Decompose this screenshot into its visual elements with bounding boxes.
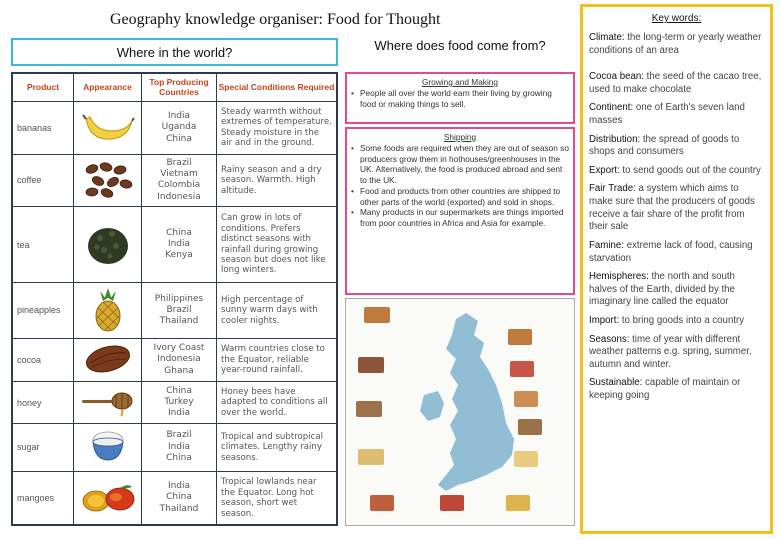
key-definition: extreme lack of food, causing starvation bbox=[589, 239, 753, 264]
key-term: Famine: bbox=[589, 239, 624, 251]
key-definition: time of year with different weather patterns e.g. spring, summer, autumn and winter. bbox=[589, 333, 752, 370]
key-word-item bbox=[589, 71, 764, 96]
key-word-item bbox=[589, 315, 764, 328]
uk-food-map-image bbox=[345, 298, 575, 526]
growing-subheading: Growing and Making bbox=[421, 77, 499, 87]
food-origin-heading: Where does food come from? bbox=[374, 38, 546, 53]
page-title: Geography knowledge organiser: Food for Thought bbox=[110, 11, 441, 28]
country: Brazil bbox=[166, 430, 192, 441]
bullet-text: Many products in our supermarkets are things imported from poor countries in Africa and Asia for example. bbox=[360, 207, 564, 229]
country: China bbox=[166, 452, 192, 463]
pineapple-image bbox=[74, 283, 142, 338]
country: Indonesia bbox=[157, 354, 201, 365]
key-definition: the long-term or yearly weather conditions of an area bbox=[589, 32, 762, 56]
banana-image bbox=[74, 102, 142, 155]
key-word-item bbox=[589, 183, 764, 233]
bullet-text: People all over the world earn their living by growing food or making things to sell. bbox=[360, 87, 552, 109]
country: India bbox=[167, 408, 191, 419]
table-row bbox=[13, 102, 337, 155]
product-name: tea bbox=[13, 206, 74, 283]
conditions-text: Honey bees have adapted to conditions all over the world. bbox=[217, 382, 337, 423]
table-row bbox=[13, 154, 337, 206]
conditions-text: High percentage of sunny warm days with cooler nights. bbox=[217, 283, 337, 338]
conditions-text: Rainy season and a dry season. Warmth. High altitude. bbox=[217, 154, 337, 206]
country: India bbox=[167, 111, 191, 122]
country: Philippines bbox=[154, 293, 204, 304]
tea-leaves-image bbox=[74, 206, 142, 283]
country: Thailand bbox=[159, 316, 199, 327]
bullet-item: • Some foods are required when they are out of season so producers grow them in hothouses/greenhouses in the UK. Alternatively, the food is produced abroad and sent to the UK. bbox=[351, 142, 569, 186]
key-definition: to send goods out of the country bbox=[619, 164, 761, 176]
product-name: mangoes bbox=[13, 472, 74, 525]
country: Brazil bbox=[166, 304, 192, 315]
bullet-item: • People all over the world earn their living by growing food or making things to sell. bbox=[351, 88, 569, 110]
key-term: Cocoa bean: bbox=[589, 71, 644, 83]
key-definition: the spread of goods to shops and consumers bbox=[589, 133, 740, 158]
bullet-item: • Food and products from other countries are shipped to other parts of the world (exported) and sold in shops. bbox=[351, 186, 569, 208]
country: India bbox=[167, 238, 191, 249]
country: Ghana bbox=[164, 365, 194, 376]
key-term: Sustainable: bbox=[589, 377, 643, 389]
key-word-item bbox=[589, 32, 764, 57]
products-table bbox=[11, 72, 338, 526]
product-name: pineapples bbox=[13, 283, 74, 338]
product-name: sugar bbox=[13, 423, 74, 471]
country: China bbox=[166, 385, 192, 396]
table-row bbox=[13, 382, 337, 423]
country: Brazil bbox=[166, 157, 192, 168]
column-header-appearance: Appearance bbox=[74, 74, 142, 102]
key-word-item bbox=[589, 334, 764, 372]
key-definition: the seed of the cacao tree, used to make chocolate bbox=[589, 71, 762, 95]
product-name: cocoa bbox=[13, 338, 74, 382]
key-term: Seasons: bbox=[589, 333, 630, 345]
column-header-conditions: Special Conditions Required bbox=[217, 74, 337, 102]
country: Thailand bbox=[159, 503, 199, 514]
mango-image bbox=[74, 472, 142, 525]
country: Indonesia bbox=[157, 191, 201, 202]
key-definition: : a system which aims to make sure that the producers of goods receive a fair share of the profit from their sale bbox=[589, 183, 755, 233]
table-row bbox=[13, 283, 337, 338]
shipping-subheading: Shipping bbox=[443, 132, 477, 142]
key-term: Distribution: bbox=[589, 133, 641, 145]
product-name: bananas bbox=[13, 102, 74, 155]
key-term: Hemispheres: bbox=[589, 271, 649, 283]
country: India bbox=[167, 481, 191, 492]
key-word-item bbox=[589, 134, 764, 159]
cocoa-pod-image bbox=[74, 338, 142, 382]
conditions-text: Warm countries close to the Equator, reliable year-round rainfall. bbox=[217, 338, 337, 382]
country: China bbox=[166, 227, 192, 238]
key-term: Fair Trade bbox=[589, 183, 634, 195]
key-term: Import: bbox=[589, 314, 620, 326]
shipping-box bbox=[345, 127, 575, 295]
country: Uganda bbox=[161, 122, 197, 133]
growing-making-box bbox=[345, 72, 575, 124]
key-definition: the north and south halves of the Earth, divided by the imaginary line called the equator bbox=[589, 271, 735, 308]
key-definition: capable of maintain or keeping going bbox=[589, 377, 741, 402]
country: China bbox=[166, 492, 192, 503]
conditions-text: Can grow in lots of conditions. Prefers distinct seasons with rainfall during growing season but does not like long winters. bbox=[217, 206, 337, 283]
key-term: Export: bbox=[589, 164, 620, 176]
country: Colombia bbox=[157, 180, 201, 191]
country: China bbox=[166, 133, 192, 144]
country: Kenya bbox=[165, 250, 193, 261]
country: India bbox=[167, 441, 191, 452]
table-row bbox=[13, 338, 337, 382]
key-word-item bbox=[589, 165, 764, 178]
country: Ivory Coast bbox=[153, 343, 205, 354]
where-in-world-heading: Where in the world? bbox=[11, 38, 338, 66]
country: Vietnam bbox=[160, 169, 198, 180]
table-row bbox=[13, 472, 337, 525]
key-word-item bbox=[589, 240, 764, 265]
table-row bbox=[13, 423, 337, 471]
key-definition: to bring goods into a country bbox=[619, 314, 745, 326]
conditions-text: Tropical and subtropical climates. Lengthy rainy seasons. bbox=[217, 423, 337, 471]
honey-dipper-image bbox=[74, 382, 142, 423]
bullet-item: • Many products in our supermarkets are things imported from poor countries in Africa and Asia for example. bbox=[351, 207, 569, 229]
key-term: Climate: bbox=[589, 32, 625, 43]
key-words-panel bbox=[580, 4, 773, 534]
product-name: honey bbox=[13, 382, 74, 423]
column-header-countries: Top Producing Countries bbox=[142, 74, 217, 102]
key-word-item bbox=[589, 271, 764, 309]
key-definition: one of Earth's seven land masses bbox=[589, 102, 745, 127]
product-name: coffee bbox=[13, 154, 74, 206]
country: Turkey bbox=[164, 396, 194, 407]
column-header-product: Product bbox=[13, 74, 74, 102]
conditions-text: Tropical lowlands near the Equator. Long hot season, short wet season. bbox=[217, 472, 337, 525]
key-term: Continent: bbox=[589, 102, 634, 114]
conditions-text: Steady warmth without extremes of temperature. Steady moisture in the air and in the ground. bbox=[217, 102, 337, 155]
bullet-text: Food and products from other countries are shipped to other parts of the world (exported) and sold in shops. bbox=[360, 185, 561, 207]
sugar-bowl-image bbox=[74, 423, 142, 471]
coffee-beans-image bbox=[74, 154, 142, 206]
table-row bbox=[13, 206, 337, 283]
key-word-item bbox=[589, 377, 764, 402]
key-words-heading: Key words: bbox=[651, 13, 702, 24]
bullet-text: Some foods are required when they are out of season so producers grow them in hothouses/greenhouses in the UK. Alternatively, the food is produced abroad and sent to the UK. bbox=[360, 142, 569, 186]
key-word-item bbox=[589, 102, 764, 127]
